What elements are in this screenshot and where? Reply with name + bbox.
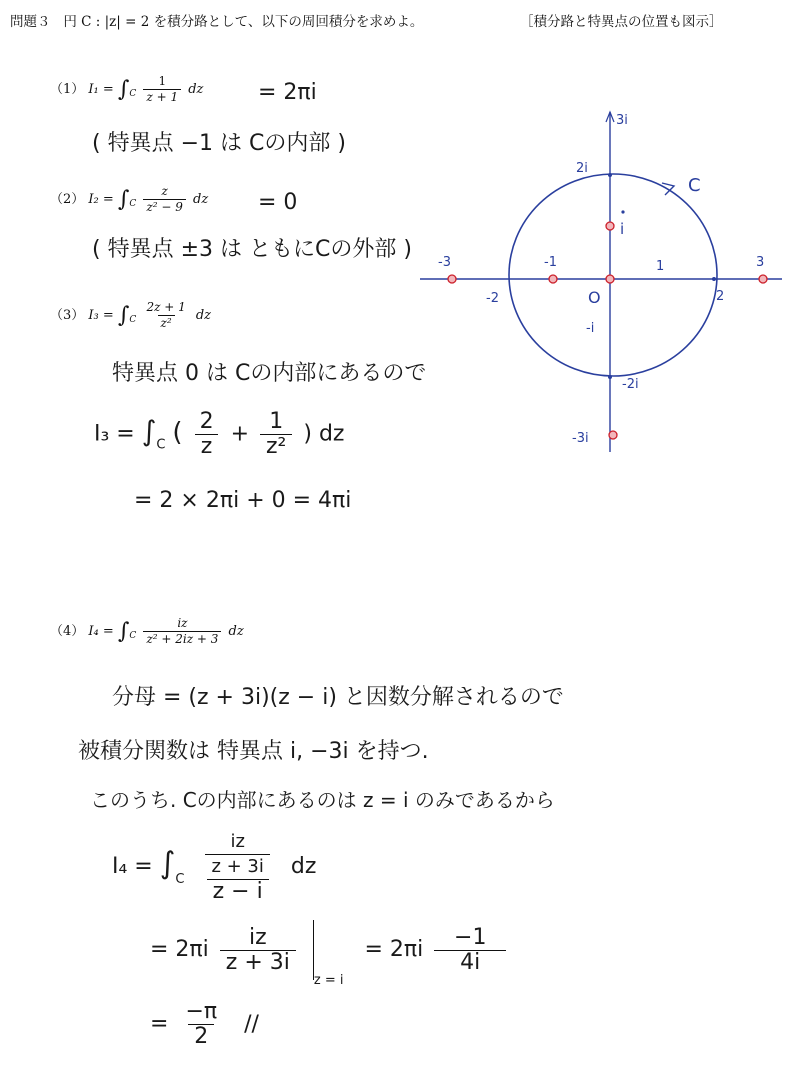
integrand-fraction <box>143 300 188 331</box>
problem-1-answer: = 2πi <box>258 80 317 105</box>
final-fraction <box>179 1000 223 1049</box>
residue-fraction <box>220 926 296 975</box>
differential: dz <box>195 308 212 323</box>
term-numerator: 1 <box>269 409 284 434</box>
contour-subscript: C <box>129 199 137 209</box>
problem-2-answer: = 0 <box>258 190 298 215</box>
singularity-3 <box>759 275 767 283</box>
tick-point-neg2i <box>608 375 612 379</box>
problem-label: 問題３ <box>10 14 51 30</box>
tick-label-neg-i: -i <box>586 321 595 336</box>
contour-subscript: C <box>129 89 137 99</box>
differential: dz <box>188 82 204 97</box>
compound-numerator <box>195 830 279 879</box>
integrand-denominator: z + 1 <box>143 89 181 105</box>
tick-point-2 <box>712 277 716 281</box>
contour-circle <box>509 174 717 376</box>
problem-4-label: （4） <box>50 624 85 639</box>
problem-3-work-3: = 2 × 2πi + 0 = 4πi <box>134 488 352 513</box>
inner-fraction <box>205 830 269 879</box>
tick-label-2: 2 <box>716 289 725 304</box>
compound-fraction <box>195 830 279 904</box>
problem-2-statement <box>50 184 208 215</box>
axis-ticks <box>608 173 716 379</box>
problem-2-label: （2） <box>50 192 85 207</box>
integrand-numerator: 2z + 1 <box>146 300 186 314</box>
integrand-fraction <box>143 74 181 105</box>
problem-3-statement <box>50 300 211 331</box>
residue-denominator: z + 3i <box>220 950 296 975</box>
real-tick-labels <box>438 255 764 306</box>
tick-label-3: 3 <box>756 255 765 270</box>
problem-header <box>10 10 423 30</box>
integral-sign: ∫ <box>141 414 157 448</box>
complex-plane-diagram <box>410 100 800 460</box>
problem-note: ［積分路と特異点の位置も図示］ <box>520 14 723 30</box>
tick-label-neg2: -2 <box>486 291 499 306</box>
work-lhs: = 2πi <box>150 937 209 962</box>
problem-4-work-1: 分母 = (z + 3i)(z − i) と因数分解されるので <box>112 685 564 710</box>
singularity-origin <box>606 275 614 283</box>
work-eq: = <box>150 1011 169 1037</box>
integrand-fraction <box>143 184 185 215</box>
work-rhs: = 2πi <box>364 937 424 962</box>
integral-sign: ∫ <box>117 77 130 102</box>
tick-label-3i: 3i <box>616 113 628 128</box>
integrand-numerator: iz <box>177 616 188 630</box>
contour-subscript: C <box>129 631 137 641</box>
tick-label-1: 1 <box>656 259 665 274</box>
term-fraction <box>260 410 292 459</box>
tick-point-2i <box>608 173 612 177</box>
integrand-numerator: 1 <box>158 74 167 88</box>
integrand-fraction <box>143 616 221 647</box>
singularity-neg3 <box>448 275 456 283</box>
problem-4-work-3: このうち. Cの内部にあるのは z = i のみであるから <box>90 788 555 812</box>
work-lhs: I₃ = <box>94 421 135 447</box>
term-numerator: 2 <box>199 409 214 434</box>
tick-label-neg2i: -2i <box>622 377 639 392</box>
integral-sign: ∫ <box>117 619 130 644</box>
problem-4-work-6 <box>150 1000 259 1049</box>
inner-numerator: iz <box>230 831 245 852</box>
contour-subscript: C <box>129 315 137 325</box>
problem-4-work-2: 被積分関数は 特異点 i, −3i を持つ. <box>78 739 429 764</box>
residue-numerator: iz <box>248 924 267 950</box>
evaluation-point: z = i <box>313 973 344 988</box>
final-numerator: −π <box>185 999 218 1024</box>
term-denominator: z² <box>260 434 292 459</box>
integrand-numerator: z <box>161 184 168 198</box>
problem-1-lhs: I₁ = <box>88 82 114 97</box>
tick-label-neg3i: -3i <box>572 431 589 446</box>
integral-sign: ∫ <box>117 187 130 212</box>
singularity-neg1 <box>549 275 557 283</box>
problem-statement: 円 C : |z| = 2 を積分路として、以下の周回積分を求めよ。 <box>63 14 424 30</box>
problem-2-comment: ( 特異点 ±3 は ともにCの外部 ) <box>92 237 412 262</box>
differential: dz <box>193 192 209 207</box>
differential: dz <box>228 624 244 639</box>
tick-label-2i: 2i <box>576 161 588 176</box>
problem-3-work-2: $I_3 = \int_C$ ( $\frac{2}{z}$ + $\frac{1}{\text{z²}}$ ) dz <box>94 409 345 459</box>
integrand-denominator: z² <box>158 315 175 331</box>
singularity-neg3i <box>609 431 617 439</box>
integrand-denominator: z² − 9 <box>143 199 185 215</box>
singularities <box>448 222 767 439</box>
problem-1-statement <box>50 74 203 105</box>
final-denominator: 2 <box>188 1024 214 1049</box>
problem-3-work-1: 特異点 0 は Cの内部にあるので <box>112 361 427 386</box>
origin-label: O <box>588 288 601 307</box>
work-dz: ) dz <box>303 421 345 447</box>
work-lhs: I₄ = <box>112 854 153 879</box>
problem-4-statement <box>50 616 244 647</box>
tick-label-neg3: -3 <box>438 255 451 270</box>
end-mark: // <box>244 1011 259 1037</box>
integral-sign: ∫ <box>159 846 176 881</box>
result-numerator: −1 <box>454 924 487 950</box>
problem-4-lhs: I₄ = <box>88 624 114 639</box>
term-fraction <box>194 410 220 459</box>
work-dz: dz <box>290 854 317 879</box>
integrand-denominator: z² + 2iz + 3 <box>143 631 221 647</box>
problem-1-comment: ( 特異点 −1 は Cの内部 ) <box>92 131 346 156</box>
problem-4-work-4 <box>112 830 316 904</box>
problem-2-lhs: I₂ = <box>88 192 114 207</box>
result-fraction <box>434 926 506 975</box>
inner-denominator: z + 3i <box>205 854 269 879</box>
tick-label-i: i <box>620 220 625 238</box>
integral-sign: ∫ <box>117 303 130 328</box>
tick-point-i-dot <box>621 210 624 213</box>
term-denominator: z <box>195 434 219 459</box>
contour-subscript: C <box>156 437 166 453</box>
problem-1-label: （1） <box>50 82 85 97</box>
singularity-i <box>606 222 614 230</box>
problem-3-label: （3） <box>50 308 85 323</box>
problem-3-lhs: I₃ = <box>88 308 114 323</box>
tick-label-neg1: -1 <box>544 255 557 270</box>
compound-denominator: z − i <box>207 879 269 904</box>
contour-subscript: C <box>175 872 185 887</box>
contour-label: C <box>688 175 701 196</box>
result-denominator: 4i <box>434 950 506 975</box>
problem-4-work-5 <box>150 920 510 988</box>
